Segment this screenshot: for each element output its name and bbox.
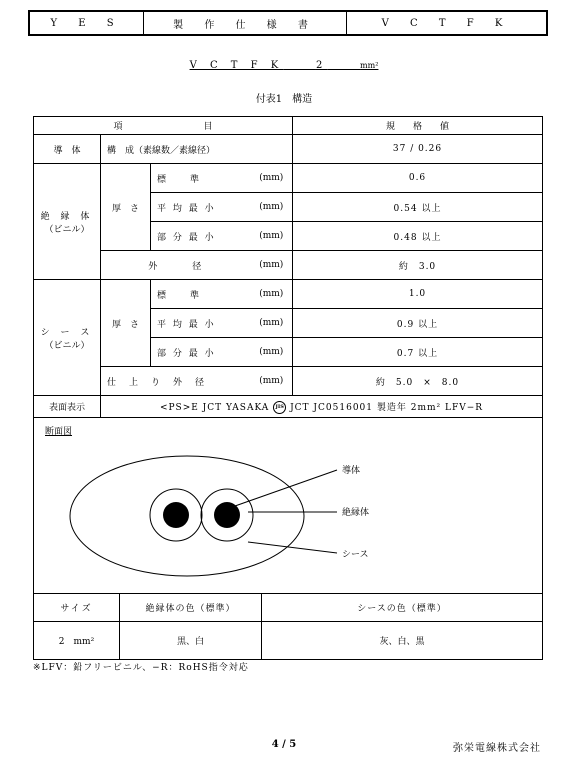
sheath-od-value: 約 5.0 × 8.0 — [293, 367, 543, 396]
sheath-row-value: 0.7 以上 — [293, 338, 543, 367]
company-name: 弥栄電線株式会社 — [453, 743, 541, 754]
insulation-row-unit: (mm) — [251, 164, 293, 193]
header-left: Y E S — [30, 12, 144, 34]
insulation-row-value: 0.54 以上 — [293, 193, 543, 222]
sheath-label: シ ー ス （ビニル） — [34, 280, 101, 396]
insulation-colors: 黒、白 — [120, 622, 262, 660]
footnote: ※LFV：鉛フリービニル、−R：RoHS指令対応 — [33, 663, 249, 673]
insulation-thickness-label: 厚 さ — [101, 164, 151, 251]
head-item: 項 目 — [34, 117, 293, 135]
title-unit: mm² — [360, 61, 379, 70]
header-box — [28, 10, 548, 36]
head-sheath-color: シースの色（標準） — [262, 594, 543, 622]
header-right: V C T F K — [381, 17, 512, 29]
structure-table — [33, 116, 543, 418]
title-size: 2 — [315, 60, 328, 71]
sheath-row-unit: (mm) — [251, 338, 293, 367]
sheath-row-value: 1.0 — [293, 280, 543, 309]
head-insulation-color: 絶縁体の色（標準） — [120, 594, 262, 622]
head-size: サイズ — [34, 594, 120, 622]
cross-section-area — [33, 418, 543, 593]
head-value: 規 格 値 — [293, 117, 543, 135]
callout-conductor: 導体 — [342, 466, 361, 476]
sheath-colors: 灰、白、黒 — [262, 622, 543, 660]
colors-table — [33, 593, 543, 660]
sheath-row-item: 平 均 最 小 — [151, 309, 251, 338]
marking-label: 表面表示 — [34, 396, 101, 418]
conductor-value: 37 / 0.26 — [293, 135, 543, 164]
cross-section-label: 断面図 — [45, 427, 73, 437]
sheath-thickness-label: 厚 さ — [101, 280, 151, 367]
document-title — [0, 60, 568, 71]
marking-value: <PS>E JCT YASAKA JIS JCT JC0516001 製造年 2mm² LFV−R — [101, 396, 543, 418]
conductor-leader — [235, 470, 337, 506]
insulation-row-unit: (mm) — [251, 193, 293, 222]
insulation-row-item: 標 準 — [151, 164, 251, 193]
sheath-row-item: 部 分 最 小 — [151, 338, 251, 367]
header-center: 製 作 仕 様 書 — [144, 12, 347, 34]
cross-section-diagram — [34, 418, 542, 593]
insulation-row-value: 0.48 以上 — [293, 222, 543, 251]
insulation-od-value: 約 3.0 — [293, 251, 543, 280]
callout-insulation: 絶縁体 — [342, 508, 370, 518]
size-value: 2 mm² — [34, 622, 120, 660]
jis-mark-icon: JIS — [273, 401, 286, 414]
sheath-od-unit: (mm) — [251, 367, 293, 396]
table-caption: 付表1 構造 — [255, 94, 313, 105]
sheath-row-value: 0.9 以上 — [293, 309, 543, 338]
insulation-row-item: 平 均 最 小 — [151, 193, 251, 222]
insulation-label: 絶 縁 体 （ビニル） — [34, 164, 101, 280]
insulation-od-unit: (mm) — [251, 251, 293, 280]
title-product: V C T F K — [189, 60, 284, 71]
conductor-item: 構 成（素線数／素線径） — [101, 135, 293, 164]
insulation-row-value: 0.6 — [293, 164, 543, 193]
conductor-label: 導 体 — [34, 135, 101, 164]
page-number: 4 / 5 — [271, 739, 297, 750]
sheath-od-item: 仕 上 り 外 径 — [101, 367, 251, 396]
sheath-leader — [248, 542, 337, 553]
conductor-left — [163, 502, 189, 528]
insulation-row-item: 部 分 最 小 — [151, 222, 251, 251]
insulation-row-unit: (mm) — [251, 222, 293, 251]
sheath-row-item: 標 準 — [151, 280, 251, 309]
sheath-row-unit: (mm) — [251, 309, 293, 338]
callout-sheath: シース — [342, 550, 369, 560]
insulation-od-item: 外 径 — [101, 251, 251, 280]
sheath-row-unit: (mm) — [251, 280, 293, 309]
